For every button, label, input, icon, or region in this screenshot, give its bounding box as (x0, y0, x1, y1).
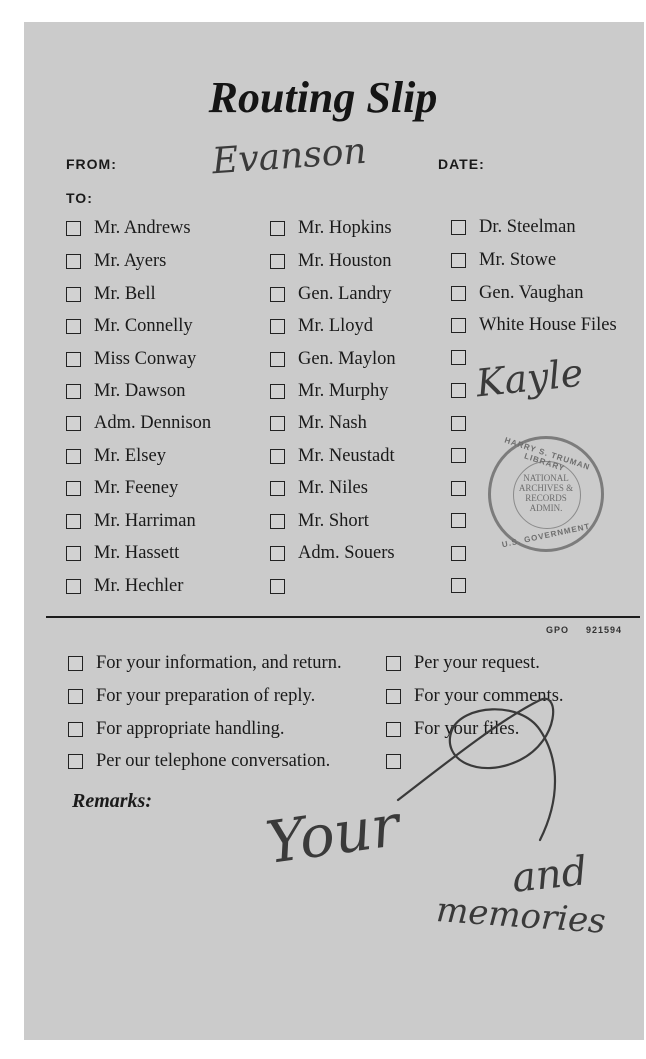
recipient-label: Mr. Elsey (94, 445, 166, 466)
to-label: TO: (66, 190, 93, 206)
recipient-label: Mr. Hassett (94, 542, 180, 563)
stamp-line: NATIONAL (523, 473, 569, 483)
handwritten-remark-1: Your (261, 791, 404, 877)
stamp-line: ARCHIVES & (518, 483, 574, 493)
recipient-label: Mr. Niles (298, 477, 368, 498)
remarks-label: Remarks: (72, 790, 152, 812)
action-label: Per your request. (414, 652, 540, 673)
recipient-label: Dr. Steelman (479, 216, 576, 237)
recipient-label: Mr. Nash (298, 412, 367, 433)
from-signature: Evanson (210, 130, 368, 183)
gpo-label: GPO (546, 625, 570, 635)
recipient-label: Mr. Bell (94, 283, 156, 304)
stamp-line: RECORDS (525, 493, 567, 503)
gpo-number: 921594 (586, 625, 623, 635)
recipient-label: Mr. Lloyd (298, 315, 374, 336)
recipient-label: Mr. Dawson (94, 380, 186, 401)
handwritten-recipient: Kayle (473, 350, 586, 406)
form-title: Routing Slip (208, 73, 438, 122)
action-label: For your files. (414, 718, 520, 739)
recipient-label: Mr. Murphy (298, 380, 389, 401)
recipient-label: Mr. Connelly (94, 315, 193, 336)
recipient-label: Mr. Neustadt (298, 445, 395, 466)
from-label: FROM: (66, 156, 117, 172)
recipient-label: Miss Conway (94, 348, 197, 369)
recipient-label: Adm. Dennison (94, 412, 212, 433)
recipient-label: Gen. Landry (298, 283, 392, 304)
action-label: For your information, and return. (96, 652, 342, 673)
recipient-label: Mr. Houston (298, 250, 392, 271)
action-label: For appropriate handling. (96, 718, 285, 739)
action-label: Per our telephone conversation. (96, 750, 331, 771)
recipient-label: Gen. Maylon (298, 348, 396, 369)
recipient-label: Mr. Short (298, 510, 369, 531)
stamp-ring-text: HARRY S. TRUMAN LIBRARY (503, 435, 592, 474)
date-label: DATE: (438, 156, 485, 172)
action-label: For your preparation of reply. (96, 685, 316, 706)
recipient-label: Mr. Feeney (94, 477, 179, 498)
recipient-label: Mr. Hopkins (298, 217, 392, 238)
recipient-label: Mr. Andrews (94, 217, 191, 238)
handwritten-remark-3: memories (434, 890, 607, 942)
stamp-line: ADMIN. (529, 503, 563, 513)
stamp-ring-bottom: U.S. GOVERNMENT (500, 521, 592, 550)
recipient-label: Mr. Harriman (94, 510, 196, 531)
recipient-label: Adm. Souers (298, 542, 395, 563)
recipient-label: Mr. Ayers (94, 250, 167, 271)
handwritten-remark-2: and (509, 848, 590, 902)
recipient-label: Gen. Vaughan (479, 282, 584, 303)
action-label: For your comments. (414, 685, 564, 706)
recipient-label: Mr. Hechler (94, 575, 184, 596)
recipient-label: White House Files (479, 314, 617, 335)
recipient-label: Mr. Stowe (479, 249, 557, 270)
